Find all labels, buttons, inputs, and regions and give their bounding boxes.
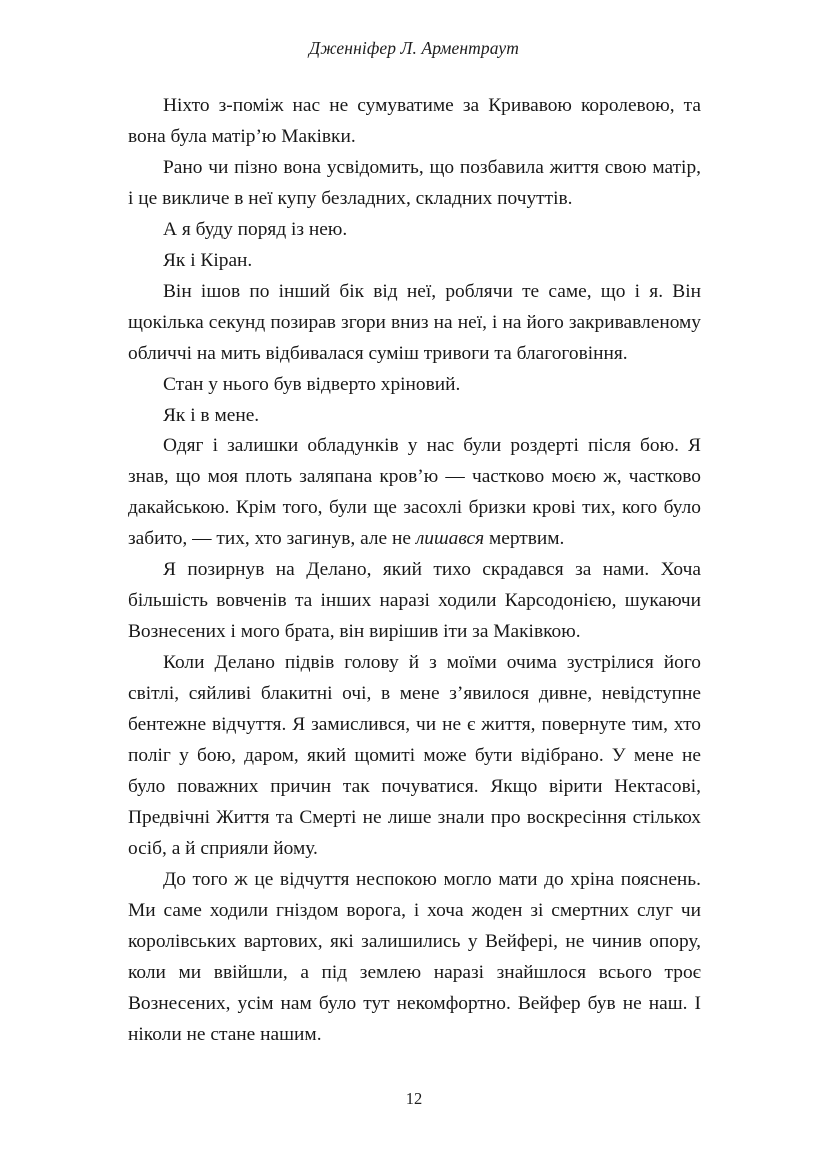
body-paragraph: Як і Кіран.	[163, 249, 253, 271]
emphasized-word: лишався	[415, 528, 485, 550]
body-paragraph: Коли Делано підвів голову й з моїми очима зустрілися його світлі, сяйливі блакитні очі, в мене з’явилося дивне, невідступне бентежне відчуття. Я замислився, чи не є життя, повернуте тим, хто поліг у бою, даром, який щомиті може бути відібрано. У мене не було поважних причин так почуватися. Якщо вірити Нектасові, Предвічні Життя та Смерті не лише знали про воскресіння стількох осіб, а й сприяли йому.	[128, 652, 701, 859]
body-paragraph: Стан у нього був відверто хріновий.	[163, 373, 461, 395]
body-paragraph: Одяг і залишки обладунків у нас були роздерті після бою. Я знав, що моя плоть заляпана кров’ю — частково моєю ж, частково дакайською. Крім того, були ще засохлі бризки крові тих, кого було забито, — тих, хто загинув, але не лишався мертвим.	[128, 435, 701, 550]
body-text-block	[128, 91, 701, 1051]
body-paragraph: А я буду поряд із нею.	[163, 218, 348, 240]
body-paragraph: Як і в мене.	[163, 404, 260, 426]
body-paragraph: Я позирнув на Делано, який тихо скрадався за нами. Хоча більшість вовченів та інших наразі ходили Карсодонією, шукаючи Вознесених і мого брата, він вирішив іти за Маківкою.	[128, 559, 701, 643]
body-paragraph: Рано чи пізно вона усвідомить, що позбавила життя свою матір, і це викличе в неї купу безладних, складних почуттів.	[128, 156, 701, 209]
body-paragraph: До того ж це відчуття неспокою могло мати до хріна пояснень. Ми саме ходили гніздом ворога, і хоча жоден зі смертних слуг чи королівських вартових, які залишились у Вейфері, не чинив опору, коли ми ввійшли, а під землею наразі знайшлося всього троє Вознесених, усім нам було тут некомфортно. Вейфер був не наш. І ніколи не стане нашим.	[128, 868, 701, 1045]
running-head: Дженніфер Л. Арментраут	[309, 38, 519, 58]
page-number: 12	[405, 1089, 423, 1108]
body-paragraph: Він ішов по інший бік від неї, роблячи те саме, що і я. Він щокілька секунд позирав згори вниз на неї, і на його закривавленому обличчі на мить відбивалася суміш тривоги та благоговіння.	[128, 280, 701, 364]
body-paragraph: Ніхто з-поміж нас не сумуватиме за Кривавою королевою, та вона була матір’ю Маківки.	[128, 95, 701, 147]
